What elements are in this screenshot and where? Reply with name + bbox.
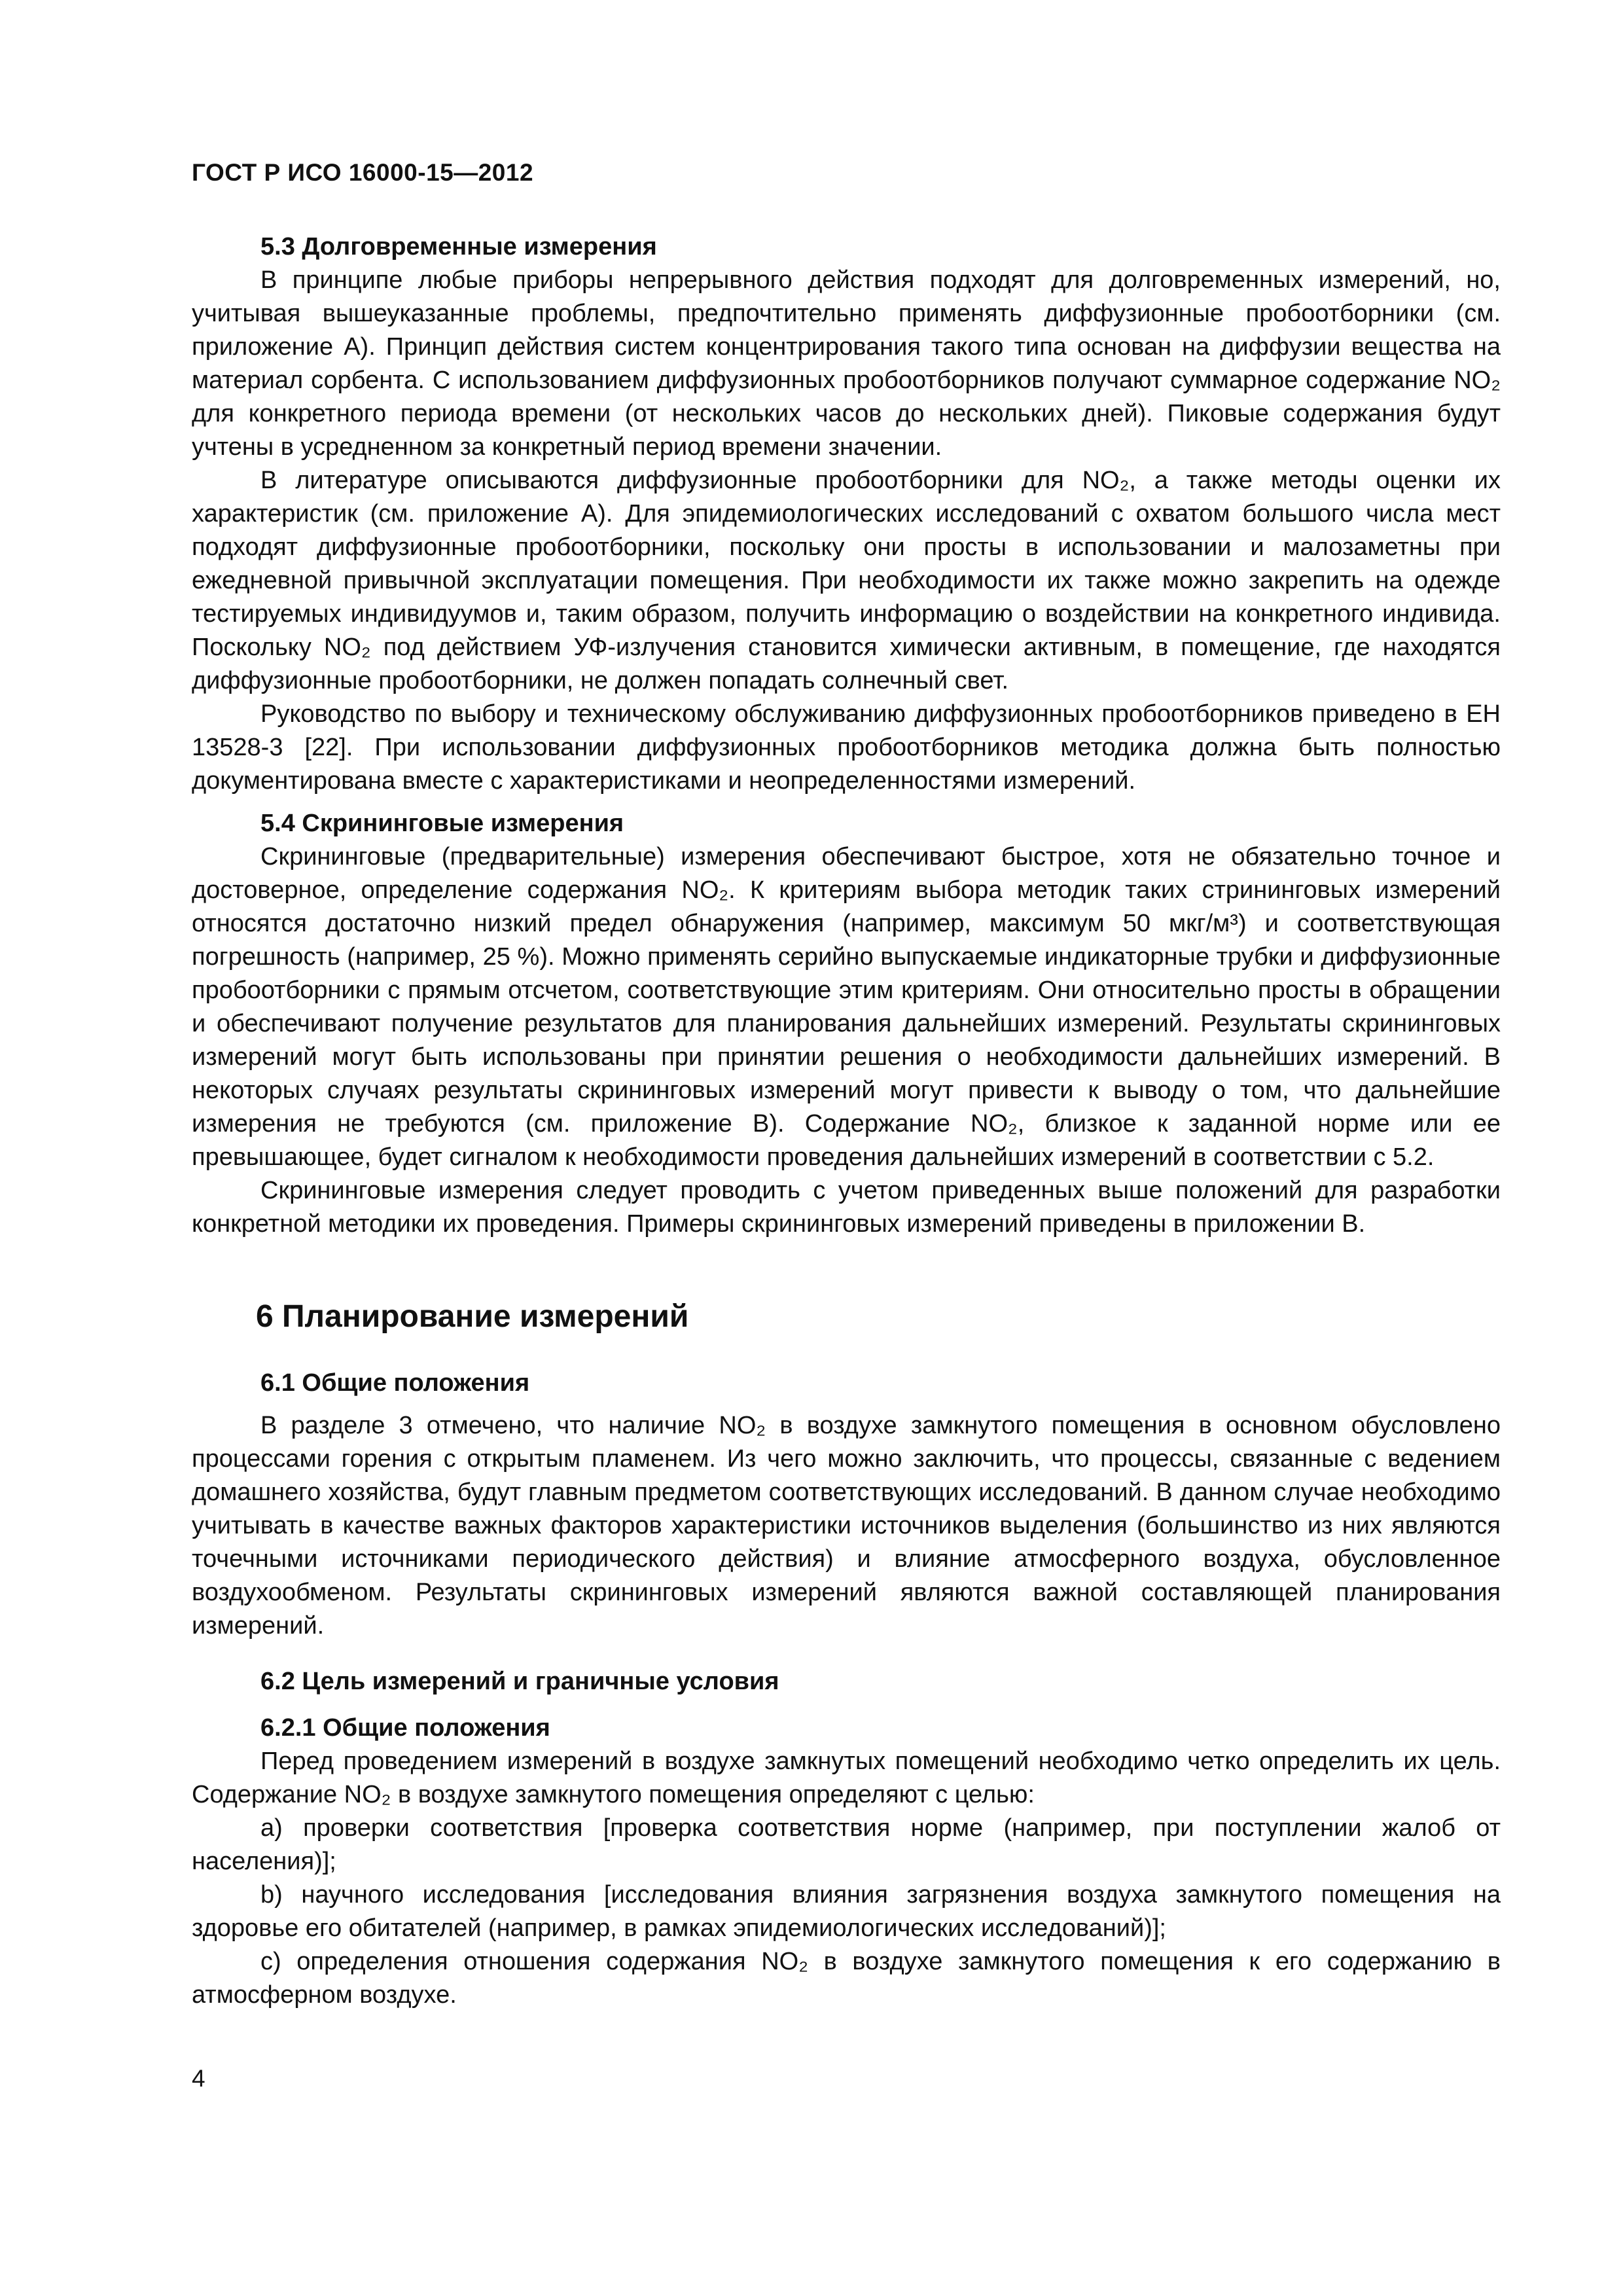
paragraph: В литературе описываются диффузионные пробоотборники для NO₂, а также методы оценки их характеристик (см. приложение А). Для эпидемиологических исследований с охватом большого числа мест подходят диффузионные пробоотборники, поскольку они просты в использовании и малозаметны при ежедневной привычной эксплуатации помещения. При необходимости их также можно закрепить на одежде тестируемых индивидуумов и, таким образом, получить информацию о воздействии на конкретного индивида. Поскольку NO₂ под действием УФ-излучения становится химически активным, в помещение, где находятся диффузионные пробоотборники, не должен попадать солнечный свет.: [192, 467, 1501, 694]
section-6-1-heading: 6.1 Общие положения: [260, 1369, 530, 1397]
section-6-2-1-heading: 6.2.1 Общие положения: [260, 1714, 550, 1742]
list-item: a) проверки соответствия [проверка соответствия норме (например, при поступлении жалоб от населения)];: [192, 1814, 1501, 1875]
list-item: c) определения отношения содержания NO₂ в воздухе замкнутого помещения к его содержанию в атмосферном воздухе.: [192, 1948, 1501, 2009]
section-6-2-heading: 6.2 Цель измерений и граничные условия: [260, 1668, 779, 1695]
list-item: b) научного исследования [исследования влияния загрязнения воздуха замкнутого помещения на здоровье его обитателей (например, в рамках эпидемиологических исследований)];: [192, 1881, 1501, 1942]
page-number: 4: [192, 2065, 205, 2092]
section-5-4-heading: 5.4 Скрининговые измерения: [260, 810, 624, 837]
paragraph: В принципе любые приборы непрерывного действия подходят для долговременных измерений, но, учитывая вышеуказанные проблемы, предпочтительно применять диффузионные пробоотборники (см. приложение А). Принцип действия систем концентрирования такого типа основан на диффузии вещества на материал сорбента. С использованием диффузионных пробоотборников получают суммарное содержание NO₂ для конкретного периода времени (от нескольких часов до нескольких дней). Пиковые содержания будут учтены в усредненном за конкретный период времени значении.: [192, 266, 1501, 461]
paragraph: Скрининговые (предварительные) измерения обеспечивают быстрое, хотя не обязательно точное и достоверное, определение содержания NO₂. К критериям выбора методик таких стрининговых измерений относятся достаточно низкий предел обнаружения (например, максимум 50 мкг/м³) и соответствующая погрешность (например, 25 %). Можно применять серийно выпускаемые индикаторные трубки и диффузионные пробоотборники с прямым отсчетом, соответствующие этим критериям. Они относительно просты в обращении и обеспечивают получение результатов для планирования дальнейших измерений. Результаты скрининговых измерений могут быть использованы при принятии решения о необходимости дальнейших измерений. В некоторых случаях результаты скрининговых измерений могут привести к выводу о том, что дальнейшие измерения не требуются (см. приложение В). Содержание NO₂, близкое к заданной норме или ее превышающее, будет сигналом к необходимости проведения дальнейших измерений в соответствии с 5.2.: [192, 843, 1501, 1171]
paragraph: Скрининговые измерения следует проводить с учетом приведенных выше положений для разработки конкретной методики их проведения. Примеры скрининговых измерений приведены в приложении В.: [192, 1177, 1501, 1238]
page-content: [192, 230, 1501, 2012]
paragraph: Перед проведением измерений в воздухе замкнутых помещений необходимо четко определить их цель. Содержание NO₂ в воздухе замкнутого помещения определяют с целью:: [192, 1748, 1501, 1808]
document-header: ГОСТ Р ИСО 16000-15—2012: [192, 159, 534, 186]
paragraph: В разделе 3 отмечено, что наличие NO₂ в воздухе замкнутого помещения в основном обусловлено процессами горения с открытым пламенем. Из чего можно заключить, что процессы, связанные с ведением домашнего хозяйства, будут главным предметом соответствующих исследований. В данном случае необходимо учитывать в качестве важных факторов характеристики источников выделения (большинство из них являются точечными источниками периодического действия) и влияние атмосферного воздуха, обусловленное воздухообменом. Результаты скрининговых измерений являются важной составляющей планирования измерений.: [192, 1412, 1501, 1640]
paragraph: Руководство по выбору и техническому обслуживанию диффузионных пробоотборников приведено в ЕН 13528-3 [22]. При использовании диффузионных пробоотборников методика должна быть полностью документирована вместе с характеристиками и неопределенностями измерений.: [192, 700, 1501, 795]
section-6-heading: 6 Планирование измерений: [256, 1299, 689, 1334]
section-5-3-heading: 5.3 Долговременные измерения: [260, 233, 657, 260]
